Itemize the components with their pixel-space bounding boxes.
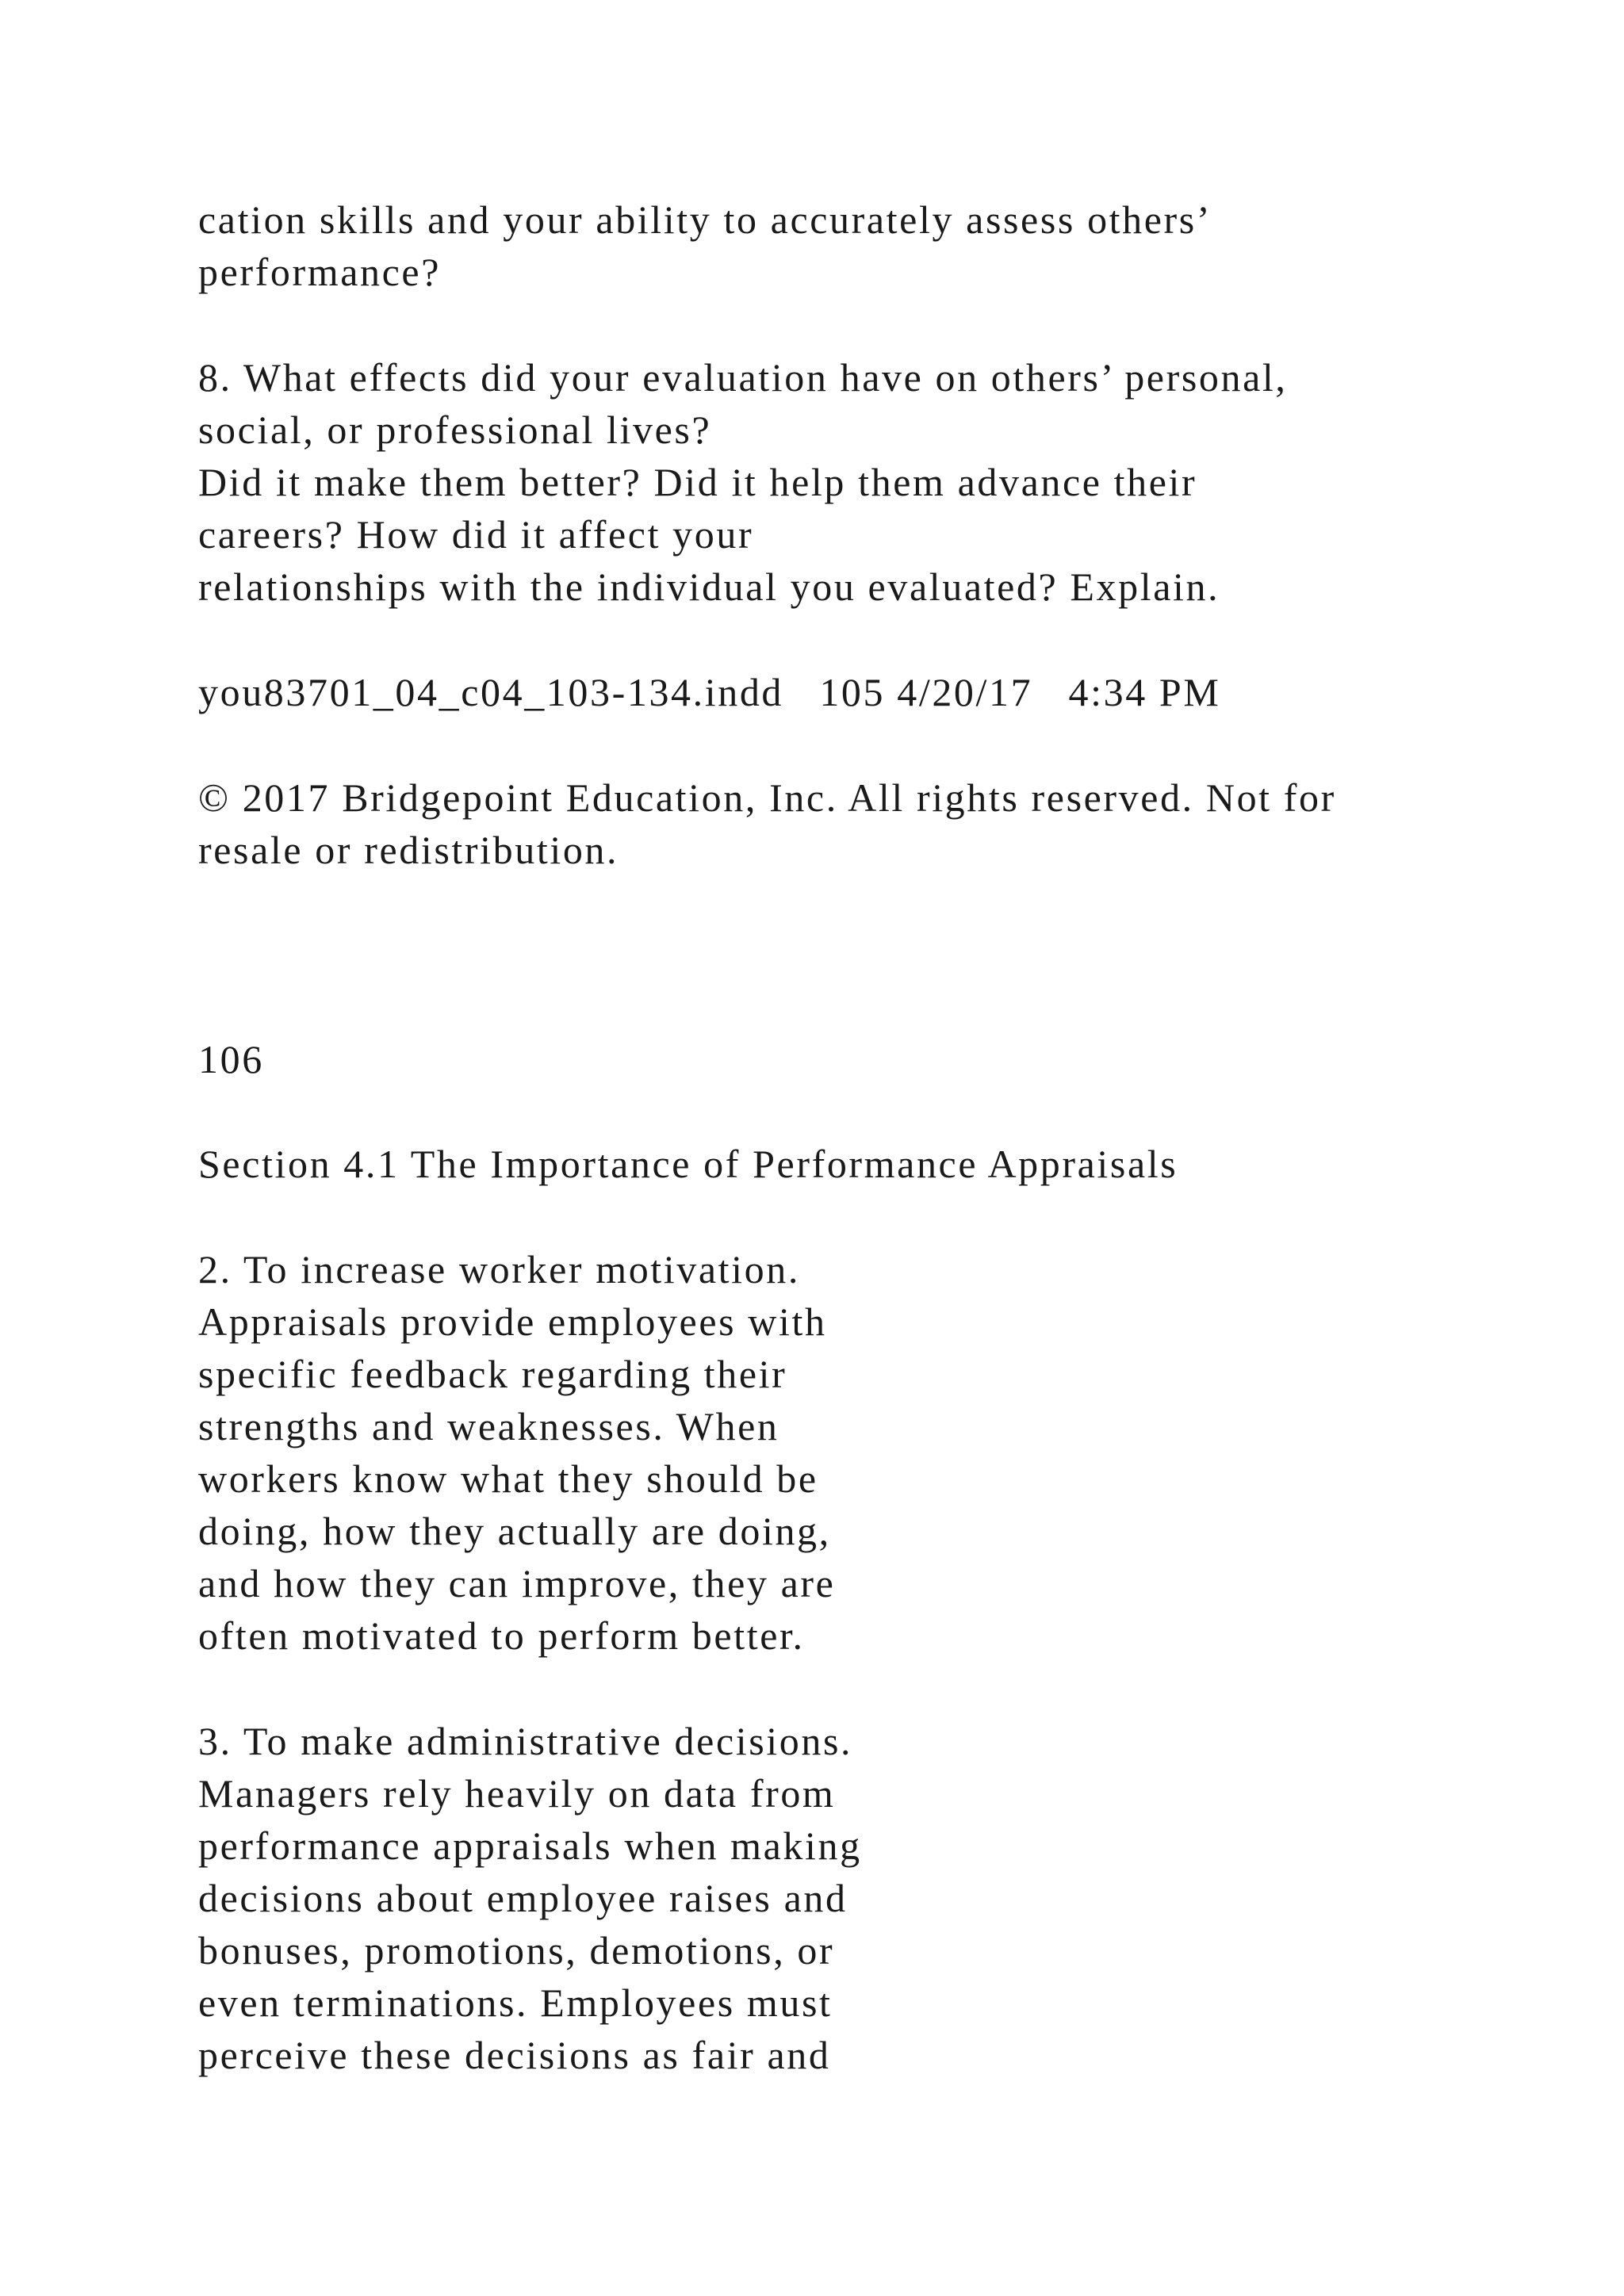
text-line: Appraisals provide employees with [198, 1299, 827, 1344]
text-line: performance appraisals when making [198, 1823, 862, 1868]
text-line: specific feedback regarding their [198, 1352, 787, 1396]
text-line: strengths and weaknesses. When [198, 1404, 779, 1448]
text-line: doing, how they actually are doing, [198, 1509, 831, 1553]
page-number: 106 [198, 1037, 264, 1081]
copyright-line: resale or redistribution. [198, 828, 619, 872]
text-line: social, or professional lives? [198, 408, 712, 452]
text-line: perceive these decisions as fair and [198, 2033, 831, 2077]
text-line: Did it make them better? Did it help them advance their [198, 460, 1197, 504]
text-line: Managers rely heavily on data from [198, 1771, 836, 1816]
text-line: workers know what they should be [198, 1456, 818, 1501]
text-line: cation skills and your ability to accurately assess others’ [198, 197, 1212, 242]
text-line: and how they can improve, they are [198, 1561, 836, 1605]
text-line: performance? [198, 250, 442, 294]
text-line: careers? How did it affect your [198, 512, 754, 557]
text-line: often motivated to perform better. [198, 1613, 805, 1658]
text-line: relationships with the individual you evaluated? Explain. [198, 564, 1220, 609]
copyright-line: © 2017 Bridgepoint Education, Inc. All rights reserved. Not for [198, 775, 1336, 820]
section-heading: Section 4.1 The Importance of Performance Appraisals [198, 1142, 1178, 1186]
text-line: bonuses, promotions, demotions, or [198, 1928, 835, 1973]
text-line: decisions about employee raises and [198, 1876, 848, 1920]
list-item-2-heading: 2. To increase worker motivation. [198, 1247, 800, 1292]
question-8-line: 8. What effects did your evaluation have on others’ personal, [198, 355, 1288, 400]
text-line: even terminations. Employees must [198, 1980, 833, 2025]
list-item-3-heading: 3. To make administrative decisions. [198, 1719, 853, 1763]
file-info-line: you83701_04_c04_103-134.indd 105 4/20/17 4:34 PM [198, 670, 1221, 714]
